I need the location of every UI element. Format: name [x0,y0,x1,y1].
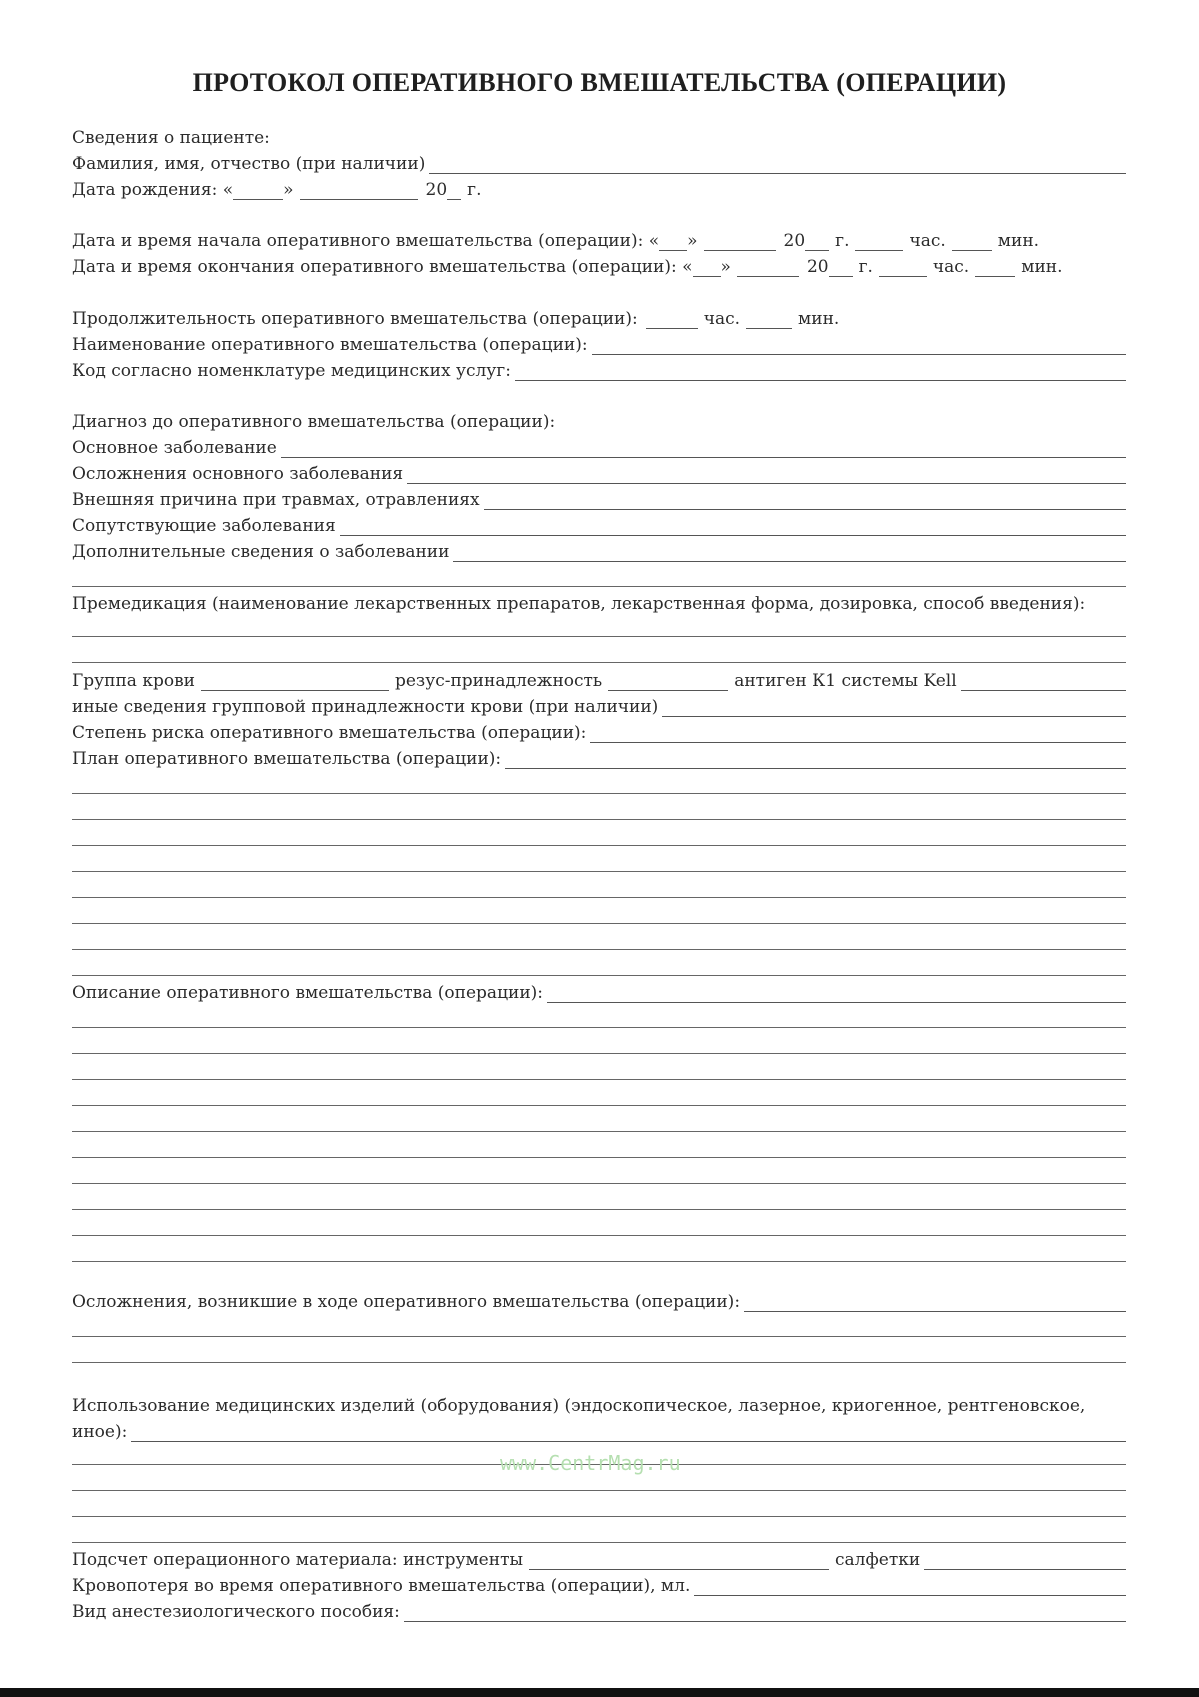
end-month-field[interactable] [737,261,799,277]
devices-label-2: иное): [72,1422,128,1442]
devices-label-1: Использование медицинских изделий (оборудования) (эндоскопическое, лазерное, криогенное, рентгеновское, [72,1396,1086,1416]
rh-label: резус-принадлежность [394,671,603,691]
anesthesia-label: Вид анестезиологического пособия: [72,1602,400,1622]
dob-row [72,178,1126,200]
concomitant-label: Сопутствующие заболевания [72,516,336,536]
dob-month-field[interactable] [300,184,418,200]
code-label: Код согласно номенклатуре медицинских услуг: [72,361,511,381]
blood-row [72,669,1126,691]
devices-line-3[interactable] [72,1516,1126,1517]
plan-label: План оперативного вмешательства (операции): [72,749,502,769]
description-line-1[interactable] [72,1027,1126,1028]
blood-group-label: Группа крови [72,671,195,691]
napkins-label: салфетки [835,1550,921,1570]
devices-field[interactable] [131,1426,1126,1442]
start-day-field[interactable] [659,235,687,251]
end-day-field[interactable] [693,261,721,277]
fio-label: Фамилия, имя, отчество (при наличии) [72,154,426,174]
code-row [72,359,1126,381]
plan-line-2[interactable] [72,819,1126,820]
page-title: ПРОТОКОЛ ОПЕРАТИВНОГО ВМЕШАТЕЛЬСТВА (ОПЕРАЦИИ) [192,68,1007,97]
rh-field[interactable] [608,675,728,691]
complications-during-label: Осложнения, возникшие в ходе оперативного вмешательства (операции): [72,1292,741,1312]
instruments-field[interactable] [529,1554,829,1570]
risk-label: Степень риска оперативного вмешательства (операции): [72,723,587,743]
op-name-row [72,333,1126,355]
dob-g: г. [467,180,482,200]
plan-line-7[interactable] [72,949,1126,950]
main-disease-field[interactable] [281,442,1126,458]
plan-line-8[interactable] [72,975,1126,976]
disease-complications-row [72,462,1126,484]
blood-other-label: иные сведения групповой принадлежности крови (при наличии) [72,697,659,717]
premedication-row [72,592,1126,614]
premedication-label: Премедикация (наименование лекарственных препаратов, лекарственная форма, дозировка, способ введения): [72,594,1086,614]
description-line-6[interactable] [72,1157,1126,1158]
start-quote: » [687,231,698,251]
complications-line-2[interactable] [72,1362,1126,1363]
end-hour-field[interactable] [879,261,927,277]
code-field[interactable] [515,365,1126,381]
concomitant-field[interactable] [340,520,1126,536]
devices-row-1 [72,1394,1126,1416]
start-year-field[interactable] [805,235,829,251]
diagnosis-heading-label: Диагноз до оперативного вмешательства (операции): [72,412,556,432]
bloodloss-label: Кровопотеря во время оперативного вмешательства (операции), мл. [72,1576,691,1596]
end-quote: » [720,257,731,277]
risk-field[interactable] [590,727,1126,743]
dob-day-field[interactable] [233,184,283,200]
diagnosis-extra-line[interactable] [72,586,1126,587]
op-name-field[interactable] [592,339,1126,355]
description-line-9[interactable] [72,1235,1126,1236]
start-hour-field[interactable] [855,235,903,251]
duration-label: Продолжительность оперативного вмешательства (операции): [72,309,638,329]
disease-complications-label: Осложнения основного заболевания [72,464,404,484]
complications-line-1[interactable] [72,1336,1126,1337]
bloodloss-field[interactable] [694,1580,1126,1596]
napkins-field[interactable] [924,1554,1126,1570]
devices-line-2[interactable] [72,1490,1126,1491]
external-cause-label: Внешняя причина при травмах, отравлениях [72,490,480,510]
premedication-line-1[interactable] [72,636,1126,637]
plan-line-1[interactable] [72,793,1126,794]
kell-field[interactable] [961,675,1126,691]
description-line-7[interactable] [72,1183,1126,1184]
description-label: Описание оперативного вмешательства (операции): [72,983,544,1003]
main-disease-label: Основное заболевание [72,438,277,458]
start-min-field[interactable] [952,235,992,251]
concomitant-row [72,514,1126,536]
description-field[interactable] [547,987,1126,1003]
description-line-2[interactable] [72,1053,1126,1054]
kell-label: антиген К1 системы Kell [734,671,957,691]
end-m: мин. [1021,257,1063,277]
disease-complications-field[interactable] [407,468,1126,484]
patient-heading [72,126,1126,148]
plan-line-3[interactable] [72,845,1126,846]
end-h: час. [932,257,970,277]
description-line-3[interactable] [72,1079,1126,1080]
additional-info-field[interactable] [453,546,1126,562]
fio-row [72,152,1126,174]
start-label: Дата и время начала оперативного вмешательства (операции): « [72,231,660,251]
plan-line-6[interactable] [72,923,1126,924]
dob-label: Дата рождения: « [72,180,234,200]
end-g: г. [858,257,873,277]
risk-row [72,721,1126,743]
devices-row-2 [72,1420,1126,1442]
anesthesia-row [72,1600,1126,1622]
start-year-prefix: 20 [783,231,806,251]
description-row [72,981,1126,1003]
end-year-prefix: 20 [806,257,829,277]
count-row [72,1548,1126,1570]
bloodloss-row [72,1574,1126,1596]
main-disease-row [72,436,1126,458]
duration-h: час. [703,309,741,329]
premedication-line-2[interactable] [72,662,1126,663]
additional-info-label: Дополнительные сведения о заболевании [72,542,450,562]
watermark-text: www.CentrMag.ru [500,1451,681,1475]
patient-heading-label: Сведения о пациенте: [72,128,270,148]
bottom-edge-bar [0,1688,1199,1697]
count-label: Подсчет операционного материала: инструменты [72,1550,523,1570]
end-row [72,255,1126,277]
external-cause-row [72,488,1126,510]
start-h: час. [909,231,946,251]
plan-field[interactable] [505,753,1126,769]
start-month-field[interactable] [704,235,776,251]
duration-row [72,307,1126,329]
plan-line-5[interactable] [72,897,1126,898]
devices-line-4[interactable] [72,1542,1126,1543]
complications-during-row [72,1290,1126,1312]
description-line-10[interactable] [72,1261,1126,1262]
additional-info-row [72,540,1126,562]
diagnosis-heading [72,410,1126,432]
dob-year-field[interactable] [447,184,461,200]
external-cause-field[interactable] [484,494,1126,510]
description-line-4[interactable] [72,1105,1126,1106]
end-min-field[interactable] [975,261,1015,277]
plan-row [72,747,1126,769]
end-label: Дата и время окончания оперативного вмешательства (операции): « [72,257,693,277]
start-m: мин. [997,231,1040,251]
complications-during-field[interactable] [744,1296,1126,1312]
start-g: г. [835,231,850,251]
blood-group-field[interactable] [201,675,389,691]
anesthesia-field[interactable] [404,1606,1126,1622]
blood-other-field[interactable] [662,701,1126,717]
blood-other-row [72,695,1126,717]
op-name-label: Наименование оперативного вмешательства (операции): [72,335,588,355]
duration-m: мин. [798,309,840,329]
dob-quote: » [283,180,294,200]
dob-year-prefix: 20 [425,180,448,200]
start-row [72,229,1126,251]
description-line-5[interactable] [72,1131,1126,1132]
fio-field[interactable] [429,158,1126,174]
duration-min-field[interactable] [746,313,792,329]
duration-hour-field[interactable] [646,313,698,329]
plan-line-4[interactable] [72,871,1126,872]
end-year-field[interactable] [829,261,853,277]
description-line-8[interactable] [72,1209,1126,1210]
